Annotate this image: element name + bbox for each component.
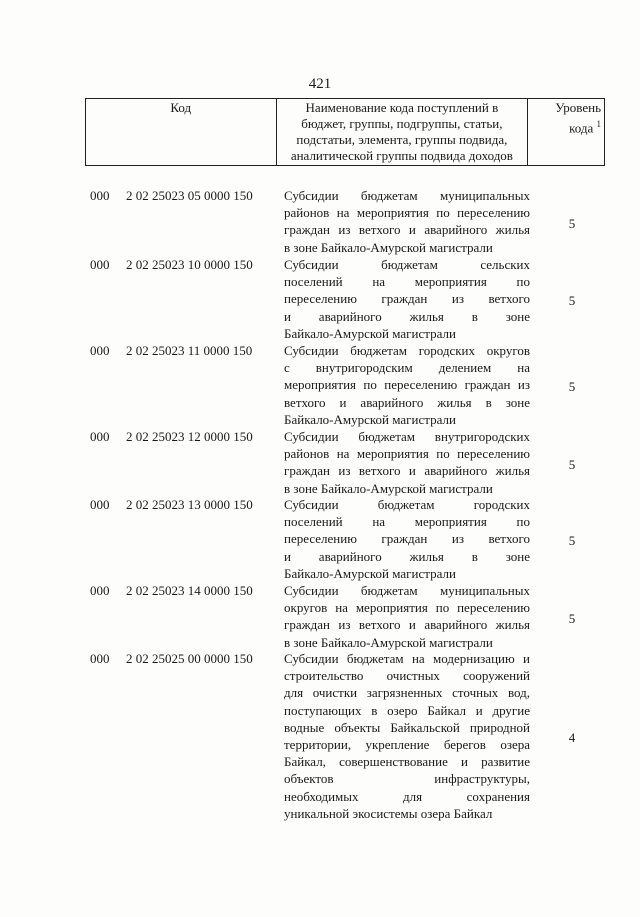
row-name-line: граждан из ветхого и аварийного жилья [284, 222, 530, 238]
row-level: 4 [568, 730, 576, 746]
header-level [528, 99, 605, 166]
row-code: 2 02 25023 14 0000 150 [126, 583, 253, 598]
row-name-line: необходимых для сохранения [284, 788, 530, 804]
row-code: 2 02 25023 12 0000 150 [126, 429, 253, 444]
row-name-line: с внутригородским делением на [284, 360, 530, 376]
row-name-line: мероприятия по переселению граждан из [284, 377, 530, 393]
header-level-word: кода [569, 120, 594, 136]
header-code: Код [86, 99, 277, 166]
row-name-line: районов на мероприятия по переселению [284, 446, 530, 462]
row-name-line: в зоне Байкало-Амурской магистрали [284, 239, 493, 255]
row-code: 2 02 25025 00 0000 150 [126, 651, 253, 666]
row-name [284, 428, 530, 497]
row-name-line: строительство очистных сооружений [284, 668, 530, 684]
row-prefix: 000 [90, 651, 110, 666]
row-code: 2 02 25023 05 0000 150 [126, 188, 253, 203]
header-level-line2 [531, 116, 601, 136]
row-name-line: граждан из ветхого и аварийного жилья [284, 463, 530, 479]
row-name-line: Субсидии бюджетам муниципальных [284, 583, 530, 598]
row-level: 5 [568, 215, 576, 231]
row-prefix: 000 [90, 429, 110, 444]
header-name-line: аналитической группы подвида доходов [290, 148, 513, 163]
row-name-line: Байкало-Амурской магистрали [284, 325, 456, 341]
row-name-line: территории, укрепление берегов озера [284, 737, 530, 753]
row-name-line: уникальной экосистемы озера Байкал [284, 805, 493, 821]
row-name-line: объектов инфраструктуры, [284, 771, 530, 787]
footnote-mark: 1 [596, 119, 601, 129]
row-name-line: водные объекты Байкальской природной [284, 719, 530, 735]
row-name-line: Субсидии бюджетам на модернизацию и [284, 651, 530, 666]
row-name-line: и аварийного жилья в зоне [284, 548, 530, 564]
row-name-line: Байкало-Амурской магистрали [284, 411, 456, 427]
row-name [284, 187, 530, 256]
row-name-line: переселению граждан из ветхого [284, 531, 530, 547]
row-name-line: поселений на мероприятия по [284, 514, 530, 530]
row-name-line: Субсидии бюджетам внутригородских [284, 429, 530, 444]
row-name [284, 582, 530, 651]
header-name-line: бюджет, группы, подгруппы, статьи, [301, 116, 503, 131]
row-name-line: Субсидии бюджетам городских [284, 497, 530, 512]
row-name-line: поступающих в озеро Байкал и другие [284, 702, 530, 718]
header-name-line: подстатьи, элемента, группы подвида, [296, 132, 508, 147]
row-code: 2 02 25023 11 0000 150 [126, 343, 253, 358]
row-name-line: районов на мероприятия по переселению [284, 205, 530, 221]
page-number: 421 [308, 76, 332, 92]
row-prefix: 000 [90, 188, 110, 203]
row-name-line: поселений на мероприятия по [284, 274, 530, 290]
row-code: 2 02 25023 13 0000 150 [126, 497, 253, 512]
row-prefix: 000 [90, 343, 110, 358]
row-level: 5 [568, 533, 576, 549]
row-name-line: Субсидии бюджетам городских округов [284, 343, 530, 358]
row-name [284, 650, 530, 822]
row-name-line: Субсидии бюджетам сельских [284, 257, 530, 272]
row-code: 2 02 25023 10 0000 150 [126, 257, 253, 272]
row-name [284, 256, 530, 342]
header-name [276, 99, 528, 166]
row-name-line: для очистки загрязненных сточных вод, [284, 685, 530, 701]
row-prefix: 000 [90, 257, 110, 272]
header-name-line: Наименование кода поступлений в [305, 100, 499, 115]
row-name-line: Байкало-Амурской магистрали [284, 565, 456, 581]
row-name-line: и аварийного жилья в зоне [284, 308, 530, 324]
row-name-line: Субсидии бюджетам муниципальных [284, 188, 530, 203]
row-level: 5 [568, 456, 576, 472]
header-level-line1: Уровень [555, 100, 601, 115]
row-name-line: в зоне Байкало-Амурской магистрали [284, 480, 493, 496]
row-level: 5 [568, 610, 576, 626]
row-prefix: 000 [90, 497, 110, 512]
row-name-line: Байкал, совершенствование и развитие [284, 754, 530, 770]
row-name-line: округов на мероприятия по переселению [284, 600, 530, 616]
row-name-line: переселению граждан из ветхого [284, 291, 530, 307]
row-level: 5 [568, 379, 576, 395]
row-name-line: граждан из ветхого и аварийного жилья [284, 617, 530, 633]
row-prefix: 000 [90, 583, 110, 598]
row-name-line: в зоне Байкало-Амурской магистрали [284, 634, 493, 650]
row-name [284, 496, 530, 582]
row-level: 5 [568, 293, 576, 309]
table-header [85, 98, 605, 166]
row-name-line: ветхого и аварийного жилья в зоне [284, 394, 530, 410]
row-name [284, 342, 530, 428]
